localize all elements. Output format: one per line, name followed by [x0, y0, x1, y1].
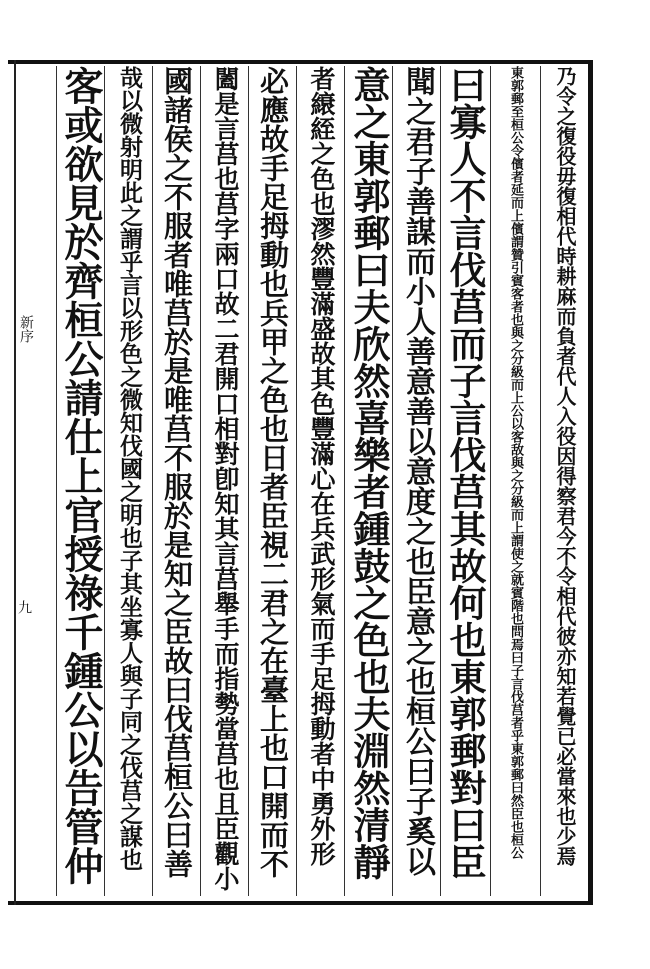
- column-text: 乃令之復役毋復相代時耕麻而負者代人入役因得察君今不令相代彼亦知若覺已必當來也少焉: [553, 66, 577, 866]
- text-column: [344, 66, 393, 896]
- text-column: [200, 66, 249, 896]
- column-text: 哉以微射明此之謂乎言以形色之微知伐國之明也子其坐寡人與子同之伐莒之謀也: [116, 66, 143, 871]
- column-text: 客或欲見於齊桓公請仕上官授祿千鍾公以告管仲: [58, 66, 104, 885]
- column-text: 東郭郵至桓公令儐者延而上儐謂贊引賓客者也與之分級而上公以客敌與之分級而上謂使之就賓階也問焉曰子言伐莒者乎東郭郵曰然臣也桓公: [508, 66, 523, 859]
- column-text: 聞之君子善謀而小人善意善以意度之也臣意之也桓公曰子奚以: [400, 66, 435, 876]
- column-text: 曰寡人不言伐莒而子言伐莒其故何也東郭郵對曰臣: [443, 66, 487, 880]
- text-column: [540, 66, 589, 896]
- margin-label: 新序: [18, 315, 34, 343]
- column-text: 必應故手足拇動也兵甲之色也日者臣視二君之在臺上也口開而不: [256, 66, 290, 878]
- text-column: [490, 66, 539, 896]
- column-text: 國諸侯之不服者唯莒於是唯莒不服於是知之臣故曰伐莒桓公曰善: [160, 66, 194, 878]
- column-text: 意之東郭郵曰夫欣然喜樂者鍾鼓之色也夫淵然清靜: [347, 66, 391, 880]
- text-column: [440, 66, 489, 896]
- text-column: [104, 66, 153, 896]
- text-column: [296, 66, 345, 896]
- text-column: [152, 66, 201, 896]
- fold-number: 九: [16, 600, 32, 614]
- text-column: [248, 66, 297, 896]
- column-text: 者縗絰之色也漻然豐滿盛故其色豐滿心在兵武形氣而手足拇動者中勇外形: [307, 66, 336, 866]
- fold-edge: [14, 60, 34, 905]
- text-column: [392, 66, 441, 896]
- column-text: 闔是言莒也莒字兩口故二君開口相對卽知其言莒舉手而指勢當莒也且臣觀小: [211, 66, 240, 891]
- text-column: [56, 66, 105, 896]
